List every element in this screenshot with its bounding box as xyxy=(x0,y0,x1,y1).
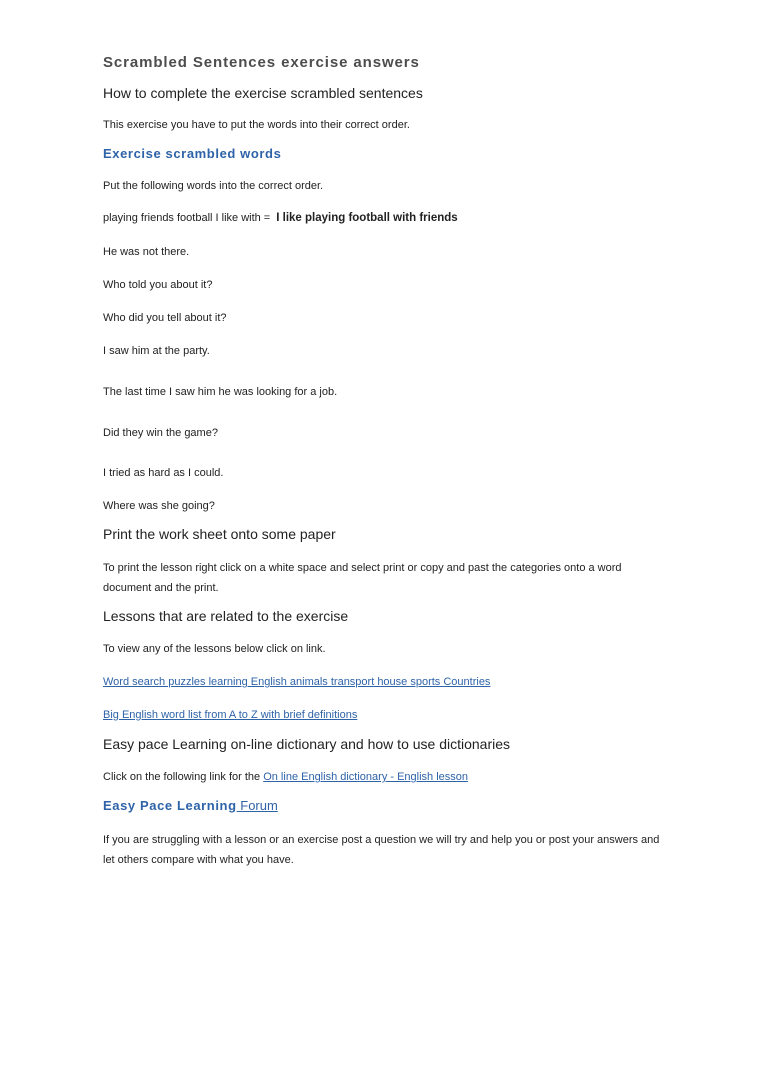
related-intro: To view any of the lessons below click on link. xyxy=(103,643,326,655)
example-row xyxy=(103,212,458,224)
sentence-item: Where was she going? xyxy=(103,500,215,512)
print-heading: Print the work sheet onto some paper xyxy=(103,526,336,542)
dictionary-heading: Easy pace Learning on-line dictionary and how to use dictionaries xyxy=(103,736,511,752)
sentence-item: He was not there. xyxy=(103,246,190,258)
sentence-item: The last time I saw him he was looking for a job. xyxy=(103,386,338,398)
dictionary-text: Click on the following link for the xyxy=(103,771,261,783)
sentence-item: Who told you about it? xyxy=(103,279,213,291)
forum-heading-row xyxy=(103,798,278,813)
forum-text: If you are struggling with a lesson or an exercise post a question we will try and help you or post your answers and let others compare with what you have. xyxy=(103,834,660,866)
sentence-item: Did they win the game? xyxy=(103,427,218,439)
example-prompt: playing friends football I like with = xyxy=(103,212,271,224)
how-to-heading: How to complete the exercise scrambled sentences xyxy=(103,85,423,101)
sentence-item: I tried as hard as I could. xyxy=(103,467,224,479)
instruction-text: Put the following words into the correct order. xyxy=(103,180,324,192)
example-answer: I like playing football with friends xyxy=(276,212,458,224)
dictionary-row xyxy=(103,771,468,783)
page-title: Scrambled Sentences exercise answers xyxy=(103,54,420,71)
link-online-dictionary[interactable]: On line English dictionary - English lesson xyxy=(263,771,469,783)
forum-heading: Easy Pace Learning xyxy=(103,798,237,813)
sentence-item: Who did you tell about it? xyxy=(103,312,227,324)
print-text: To print the lesson right click on a white space and select print or copy and past the categories onto a word document and the print. xyxy=(103,562,622,594)
exercise-heading: Exercise scrambled words xyxy=(103,146,282,161)
link-big-english-word-list[interactable]: Big English word list from A to Z with brief definitions xyxy=(103,709,358,721)
link-word-search-puzzles[interactable]: Word search puzzles learning English animals transport house sports Countries xyxy=(103,676,491,688)
link-forum[interactable]: Forum xyxy=(236,798,278,813)
sentence-item: I saw him at the party. xyxy=(103,345,210,357)
intro-text: This exercise you have to put the words into their correct order. xyxy=(103,119,410,131)
related-heading: Lessons that are related to the exercise xyxy=(103,608,349,624)
